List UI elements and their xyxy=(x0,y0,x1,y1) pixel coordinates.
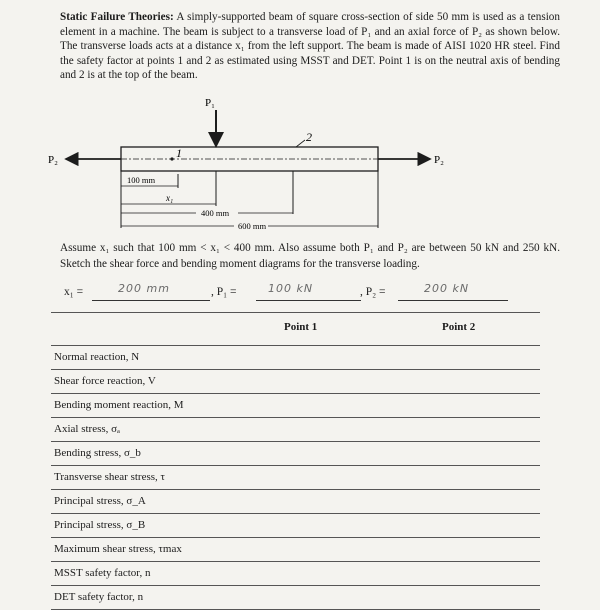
table-row xyxy=(51,442,540,466)
point-2-label: 2 xyxy=(306,130,312,144)
results-table xyxy=(51,312,540,610)
row-label-principal-stress-a: Principal stress, σ_A xyxy=(54,495,146,507)
row-label-shear-force-reaction: Shear force reaction, V xyxy=(54,375,156,387)
point-1-label: 1 xyxy=(176,146,182,160)
row-label-maximum-shear-stress: Maximum shear stress, τmax xyxy=(54,543,182,555)
table-row xyxy=(51,394,540,418)
row-label-bending-moment-reaction: Bending moment reaction, M xyxy=(54,399,184,411)
dim-600-label: 600 mm xyxy=(238,221,267,231)
row-label-axial-stress: Axial stress, σₐ xyxy=(54,423,121,435)
table-row xyxy=(51,370,540,394)
p1-label: P₁ xyxy=(205,97,215,109)
x1-input-value[interactable]: 200 mm xyxy=(118,282,170,295)
p2-input-line xyxy=(398,300,508,301)
dim-100-label: 100 mm xyxy=(127,175,156,185)
p2-input-label: , P₂ = xyxy=(360,286,386,298)
input-values-row xyxy=(0,282,600,308)
table-row xyxy=(51,538,540,562)
row-label-transverse-shear-stress: Transverse shear stress, τ xyxy=(54,471,165,483)
problem-text: A simply-supported beam of square cross-section of side 50 mm is used as a tension element in a machine. The beam is subject to a transverse load of P₁ and an axial force of P₂ as shown below. The transverse loads acts at a distance x₁ from the left support. The beam is made of AISI 1020 HR steel. Find the safety factor at points 1 and 2 as estimated using MSST and DET. Point 1 is on the neutral axis of bending and 2 is at the top of the beam. xyxy=(60,11,560,82)
row-label-principal-stress-b: Principal stress, σ_B xyxy=(54,519,146,531)
table-row xyxy=(51,466,540,490)
dim-400-label: 400 mm xyxy=(201,208,230,218)
p2-right-label: P₂ xyxy=(434,154,444,166)
table-row xyxy=(51,514,540,538)
table-header-point-2: Point 2 xyxy=(442,321,476,333)
assumption-text: Assume x₁ such that 100 mm < x₁ < 400 mm. Also assume both P₁ and P₂ are between 50 kN and 250 kN. Sketch the shear force and bending moment diagrams for the transverse loading. xyxy=(60,242,560,270)
p1-input-line xyxy=(256,300,361,301)
table-row xyxy=(51,562,540,586)
x1-input-line xyxy=(92,300,210,301)
x1-input-label: x₁ = xyxy=(64,286,84,298)
p1-input-value[interactable]: 100 kN xyxy=(268,282,314,295)
point-1-marker xyxy=(170,157,173,160)
table-row xyxy=(51,490,540,514)
table-row xyxy=(51,346,540,370)
dim-x1-label: x₁ xyxy=(166,193,174,203)
p2-left-label: P₂ xyxy=(48,154,58,166)
row-label-msst-safety-factor: MSST safety factor, n xyxy=(54,567,151,579)
table-header-row xyxy=(51,312,540,346)
row-label-bending-stress: Bending stress, σ_b xyxy=(54,447,141,459)
point-2-leader xyxy=(296,140,305,147)
table-row xyxy=(51,586,540,610)
p2-input-value[interactable]: 200 kN xyxy=(424,282,470,295)
row-label-normal-reaction: Normal reaction, N xyxy=(54,351,140,363)
row-label-det-safety-factor: DET safety factor, n xyxy=(54,591,144,603)
problem-title: Static Failure Theories: xyxy=(60,11,174,23)
table-row xyxy=(51,418,540,442)
p1-input-label: , P₁ = xyxy=(211,286,237,298)
table-header-point-1: Point 1 xyxy=(284,321,318,333)
